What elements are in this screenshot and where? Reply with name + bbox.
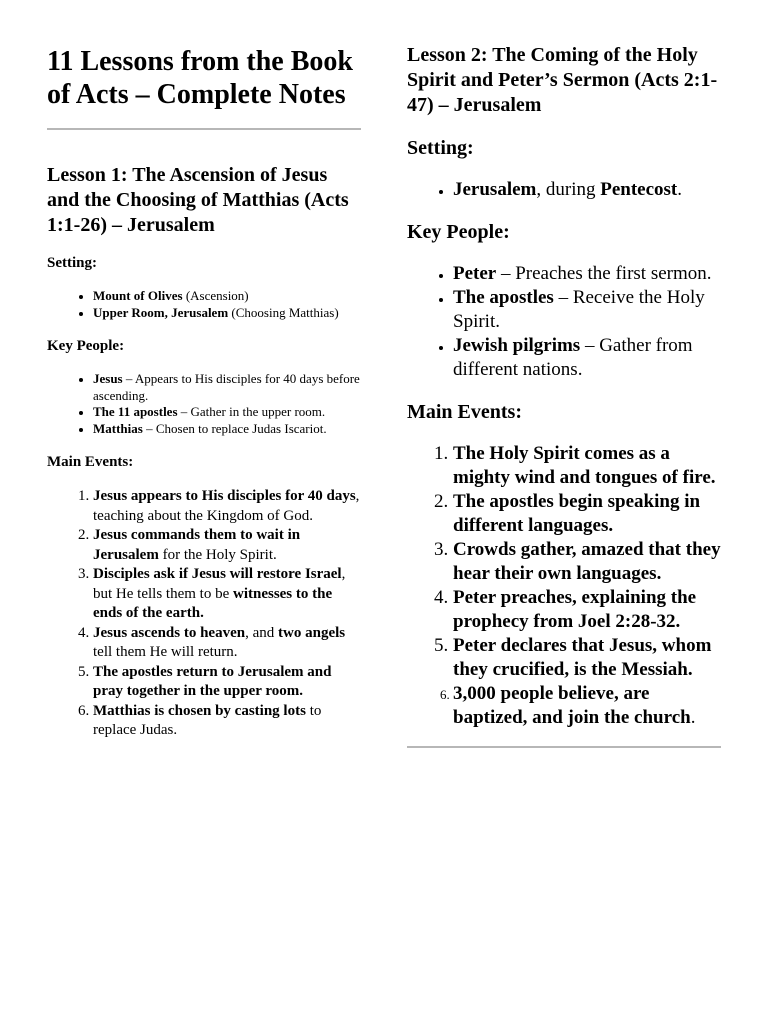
list-item: 2. Jesus commands them to wait in Jerusalem for the Holy Spirit. xyxy=(93,526,361,565)
title-divider xyxy=(47,128,361,130)
lesson-2-setting-label: Setting: xyxy=(407,137,474,159)
list-item: 1. The Holy Spirit comes as a mighty wind and tongues of fire. xyxy=(453,442,721,490)
lesson-1-setting-list xyxy=(47,288,361,321)
right-column xyxy=(407,0,721,748)
list-item: • The apostles – Receive the Holy Spirit. xyxy=(453,286,721,334)
lesson-1-people-label: Key People: xyxy=(47,338,125,354)
left-column xyxy=(47,0,361,741)
list-item: 3. Crowds gather, amazed that they hear their own languages. xyxy=(453,538,721,586)
list-item: • Jerusalem, during Pentecost. xyxy=(453,178,721,202)
list-item: 5. The apostles return to Jerusalem and pray together in the upper room. xyxy=(93,663,361,702)
list-item: 6. Matthias is chosen by casting lots to replace Judas. xyxy=(93,702,361,741)
lesson-1-events-list xyxy=(47,487,361,741)
list-item: 3. Disciples ask if Jesus will restore Israel, but He tells them to be witnesses to the ends of the earth. xyxy=(93,565,361,624)
list-item: 4. Peter preaches, explaining the prophecy from Joel 2:28-32. xyxy=(453,586,721,634)
list-item: • Peter – Preaches the first sermon. xyxy=(453,262,721,286)
lesson-1-heading: Lesson 1: The Ascension of Jesus and the Choosing of Matthias (Acts 1:1-26) – Jerusalem xyxy=(47,164,349,236)
list-item: 1. Jesus appears to His disciples for 40 days, teaching about the Kingdom of God. xyxy=(93,487,361,526)
lesson-2-events-label: Main Events: xyxy=(407,401,522,423)
list-item: • Jesus – Appears to His disciples for 40 days before ascending. xyxy=(93,371,361,404)
list-item: 5. Peter declares that Jesus, whom they crucified, is the Messiah. xyxy=(453,634,721,682)
list-item: 6. 3,000 people believe, are baptized, and join the church. xyxy=(453,682,721,730)
list-item: • Upper Room, Jerusalem (Choosing Matthias) xyxy=(93,305,361,322)
list-item: 2. The apostles begin speaking in different languages. xyxy=(453,490,721,538)
list-item: • Jewish pilgrims – Gather from different nations. xyxy=(453,334,721,382)
list-item: 4. Jesus ascends to heaven, and two angels tell them He will return. xyxy=(93,624,361,663)
list-item: • Mount of Olives (Ascension) xyxy=(93,288,361,305)
lesson-2-setting-list xyxy=(407,178,721,202)
lesson-1-people-list xyxy=(47,371,361,437)
lesson-2-people-list xyxy=(407,262,721,382)
list-item: • The 11 apostles – Gather in the upper room. xyxy=(93,404,361,421)
lesson-2-events-list xyxy=(407,442,721,730)
section-divider xyxy=(407,746,721,748)
lesson-1-events-label: Main Events: xyxy=(47,454,134,470)
document-title: 11 Lessons from the Book of Acts – Complete Notes xyxy=(47,46,353,110)
lesson-2-heading: Lesson 2: The Coming of the Holy Spirit and Peter’s Sermon (Acts 2:1-47) – Jerusalem xyxy=(407,44,718,116)
lesson-2-people-label: Key People: xyxy=(407,221,510,243)
list-item: • Matthias – Chosen to replace Judas Iscariot. xyxy=(93,421,361,438)
lesson-1-setting-label: Setting: xyxy=(47,255,97,271)
